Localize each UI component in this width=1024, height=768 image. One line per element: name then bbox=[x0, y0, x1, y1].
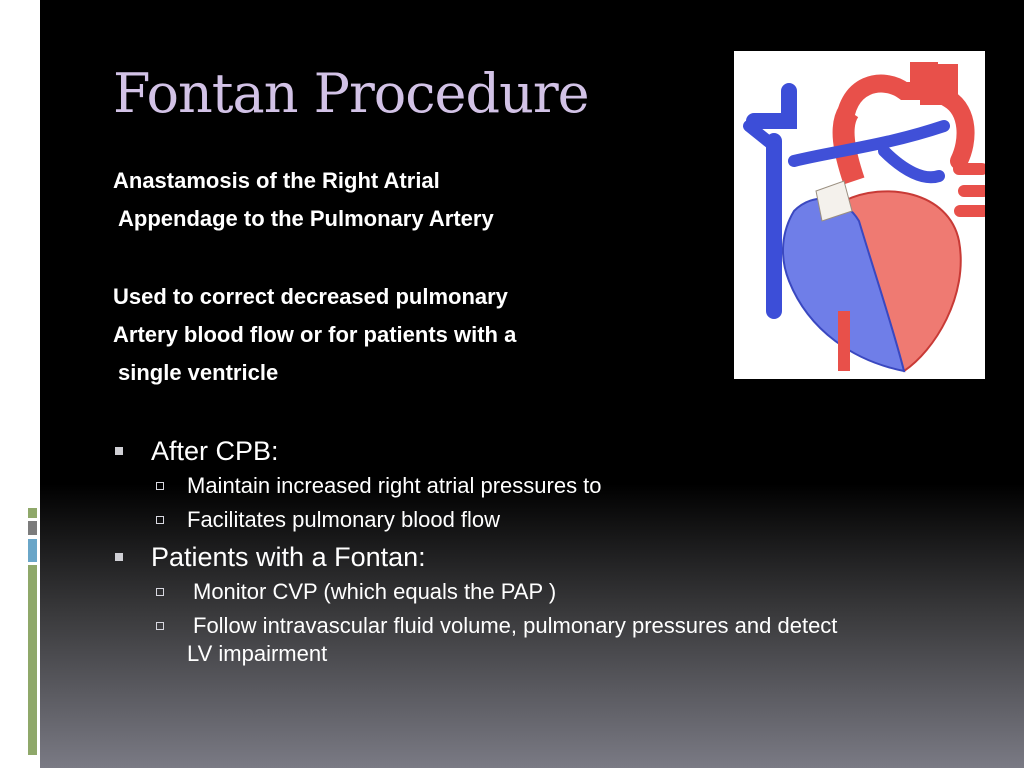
sub-bullet-text: Follow intravascular fluid volume, pulmonary pressures and detect bbox=[193, 613, 838, 638]
slide bbox=[40, 0, 1024, 768]
bullet-square-icon bbox=[115, 447, 123, 455]
strip-bar-green-top bbox=[28, 508, 37, 518]
sub-bullet bbox=[113, 472, 1013, 500]
bullet-list bbox=[113, 434, 1013, 674]
sub-bullet-text: Monitor CVP (which equals the PAP ) bbox=[193, 579, 557, 604]
slide-title: Fontan Procedure bbox=[113, 62, 589, 125]
sub-bullet-square-icon bbox=[156, 588, 164, 596]
strip-bar-green bbox=[28, 565, 37, 755]
bullet-label: After CPB: bbox=[151, 436, 279, 466]
sub-bullet-square-icon bbox=[156, 622, 164, 630]
sub-bullet-text: Facilitates pulmonary blood flow bbox=[187, 507, 501, 532]
sub-bullet-text: Maintain increased right atrial pressures to bbox=[187, 473, 602, 498]
sub-bullet bbox=[113, 578, 1013, 606]
bullet-after-cpb bbox=[113, 434, 1013, 468]
left-decorative-strip bbox=[0, 0, 40, 768]
heart-image bbox=[734, 51, 985, 379]
strip-bar-gray bbox=[28, 521, 37, 535]
sub-bullet bbox=[113, 612, 1013, 668]
intro-line-5: single ventricle bbox=[118, 360, 279, 385]
heart-anatomy-icon bbox=[734, 51, 985, 379]
bullet-square-icon bbox=[115, 553, 123, 561]
intro-line-3: Used to correct decreased pulmonary bbox=[113, 284, 508, 309]
strip-bar-blue bbox=[28, 539, 37, 562]
bullet-patients-fontan bbox=[113, 540, 1013, 574]
intro-text bbox=[113, 162, 673, 392]
intro-line-2: Appendage to the Pulmonary Artery bbox=[118, 206, 494, 231]
sub-bullet-text-continued: LV impairment bbox=[187, 641, 328, 666]
sub-bullet-square-icon bbox=[156, 516, 164, 524]
intro-line-4: Artery blood flow or for patients with a bbox=[113, 322, 517, 347]
bullet-label: Patients with a Fontan: bbox=[151, 542, 426, 572]
sub-bullet-square-icon bbox=[156, 482, 164, 490]
intro-line-1: Anastamosis of the Right Atrial bbox=[113, 168, 440, 193]
sub-bullet bbox=[113, 506, 1013, 534]
